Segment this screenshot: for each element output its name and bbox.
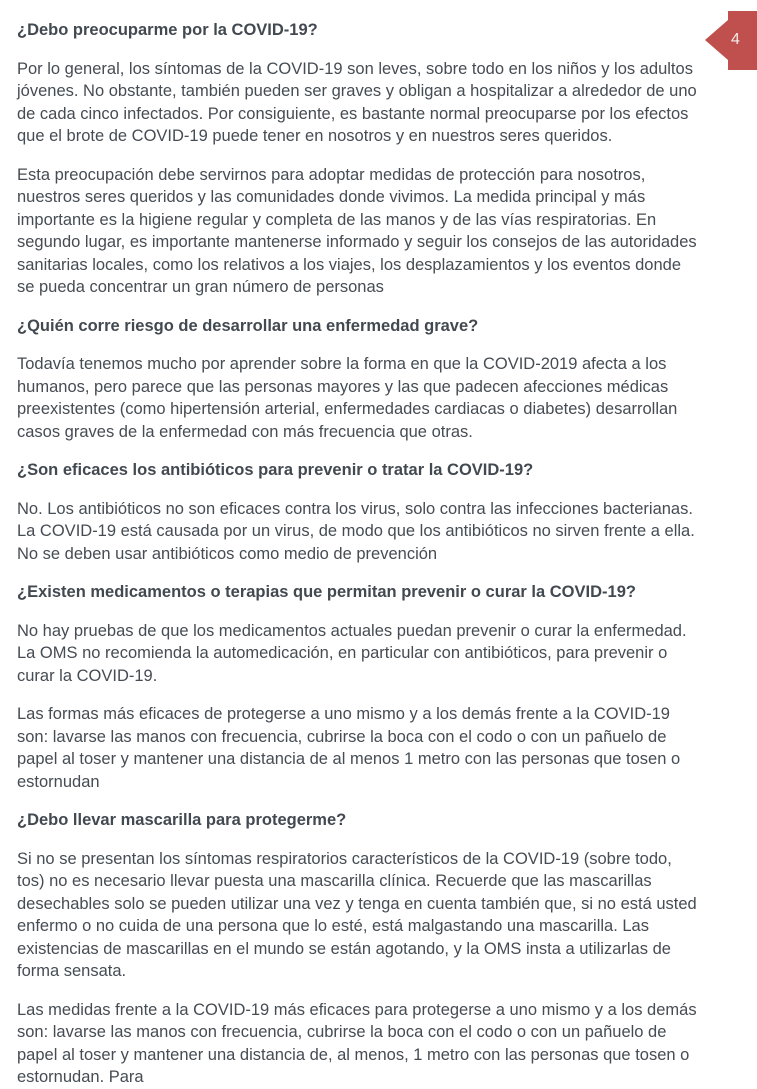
answer-paragraph: Las formas más eficaces de protegerse a uno mismo y a los demás frente a la COVID-19 son: lavarse las manos con frecuencia, cubrirse la boca con el codo o con un pañuelo de papel al toser y mantener una distancia de al menos 1 metro con las personas que tosen o estornudan — [17, 705, 681, 791]
answer-paragraph: Todavía tenemos mucho por aprender sobre la forma en que la COVID-2019 afecta a los humanos, pero parece que las personas mayores y las que padecen afecciones médicas preexistentes (como hipertensión arterial, enfermedades cardiacas o diabetes) desarrollan casos graves de la enfermedad con más frecuencia que otras. — [17, 355, 678, 441]
answer-paragraph: No hay pruebas de que los medicamentos actuales puedan prevenir o curar la enfermedad. La OMS no recomienda la automedicación, en particular con antibióticos, para prevenir o curar la COVID-19. — [17, 621, 687, 685]
question-heading: ¿Existen medicamentos o terapias que permitan prevenir o curar la COVID-19? — [17, 583, 636, 601]
faq-section-risk — [17, 315, 701, 444]
faq-section-mask — [17, 809, 701, 1089]
question-heading: ¿Debo llevar mascarilla para protegerme? — [17, 811, 347, 829]
answer-paragraph: Si no se presentan los síntomas respiratorios característicos de la COVID-19 (sobre todo, tos) no es necesario llevar puesta una mascarilla clínica. Recuerde que las mascarillas desechables solo se pueden utilizar una vez y tenga en cuenta también que, si no está usted enfermo o no cuida de una persona que lo esté, está malgastando una mascarilla. Las existencias de mascarillas en el mundo se están agotando, y la OMS insta a utilizarlas de forma sensata. — [17, 849, 697, 980]
answer-paragraph: Las medidas frente a la COVID-19 más eficaces para protegerse a uno mismo y a los demás son: lavarse las manos con frecuencia, cubrirse la boca con el codo o con un pañuelo de papel al toser y mantener una distancia de, al menos, 1 metro con las personas que tosen o estornudan. Para — [17, 1000, 697, 1086]
page-number: 4 — [731, 31, 740, 48]
arrow-left-icon — [705, 20, 728, 60]
answer-paragraph: Por lo general, los síntomas de la COVID-19 son leves, sobre todo en los niños y los adultos jóvenes. No obstante, también pueden ser graves y obligan a hospitalizar a alrededor de uno de cada cinco infectados. Por consiguiente, es bastante normal preocuparse por los efectos que el brote de COVID-19 puede tener en nosotros y en nuestros seres queridos. — [17, 59, 697, 145]
faq-section-antibiotics — [17, 459, 701, 565]
question-heading: ¿Son eficaces los antibióticos para prevenir o tratar la COVID-19? — [17, 461, 534, 479]
faq-section-medicines — [17, 581, 701, 793]
page-number-marker — [705, 11, 757, 70]
answer-paragraph: Esta preocupación debe servirnos para adoptar medidas de protección para nosotros, nuestros seres queridos y las comunidades donde vivimos. La medida principal y más importante es la higiene regular y completa de las manos y de las vías respiratorias. En segundo lugar, es importante mantenerse informado y seguir los consejos de las autoridades sanitarias locales, como los relativos a los viajes, los desplazamientos y los eventos donde se pueda concentrar un gran número de personas — [17, 165, 697, 296]
question-heading: ¿Debo preocuparme por la COVID-19? — [17, 21, 318, 39]
faq-section-worry — [17, 19, 701, 299]
answer-paragraph: No. Los antibióticos no son eficaces contra los virus, solo contra las infecciones bacterianas. La COVID-19 está causada por un virus, de modo que los antibióticos no sirven frente a ella. No se deben usar antibióticos como medio de prevención — [17, 499, 695, 563]
question-heading: ¿Quién corre riesgo de desarrollar una enfermedad grave? — [17, 316, 479, 335]
